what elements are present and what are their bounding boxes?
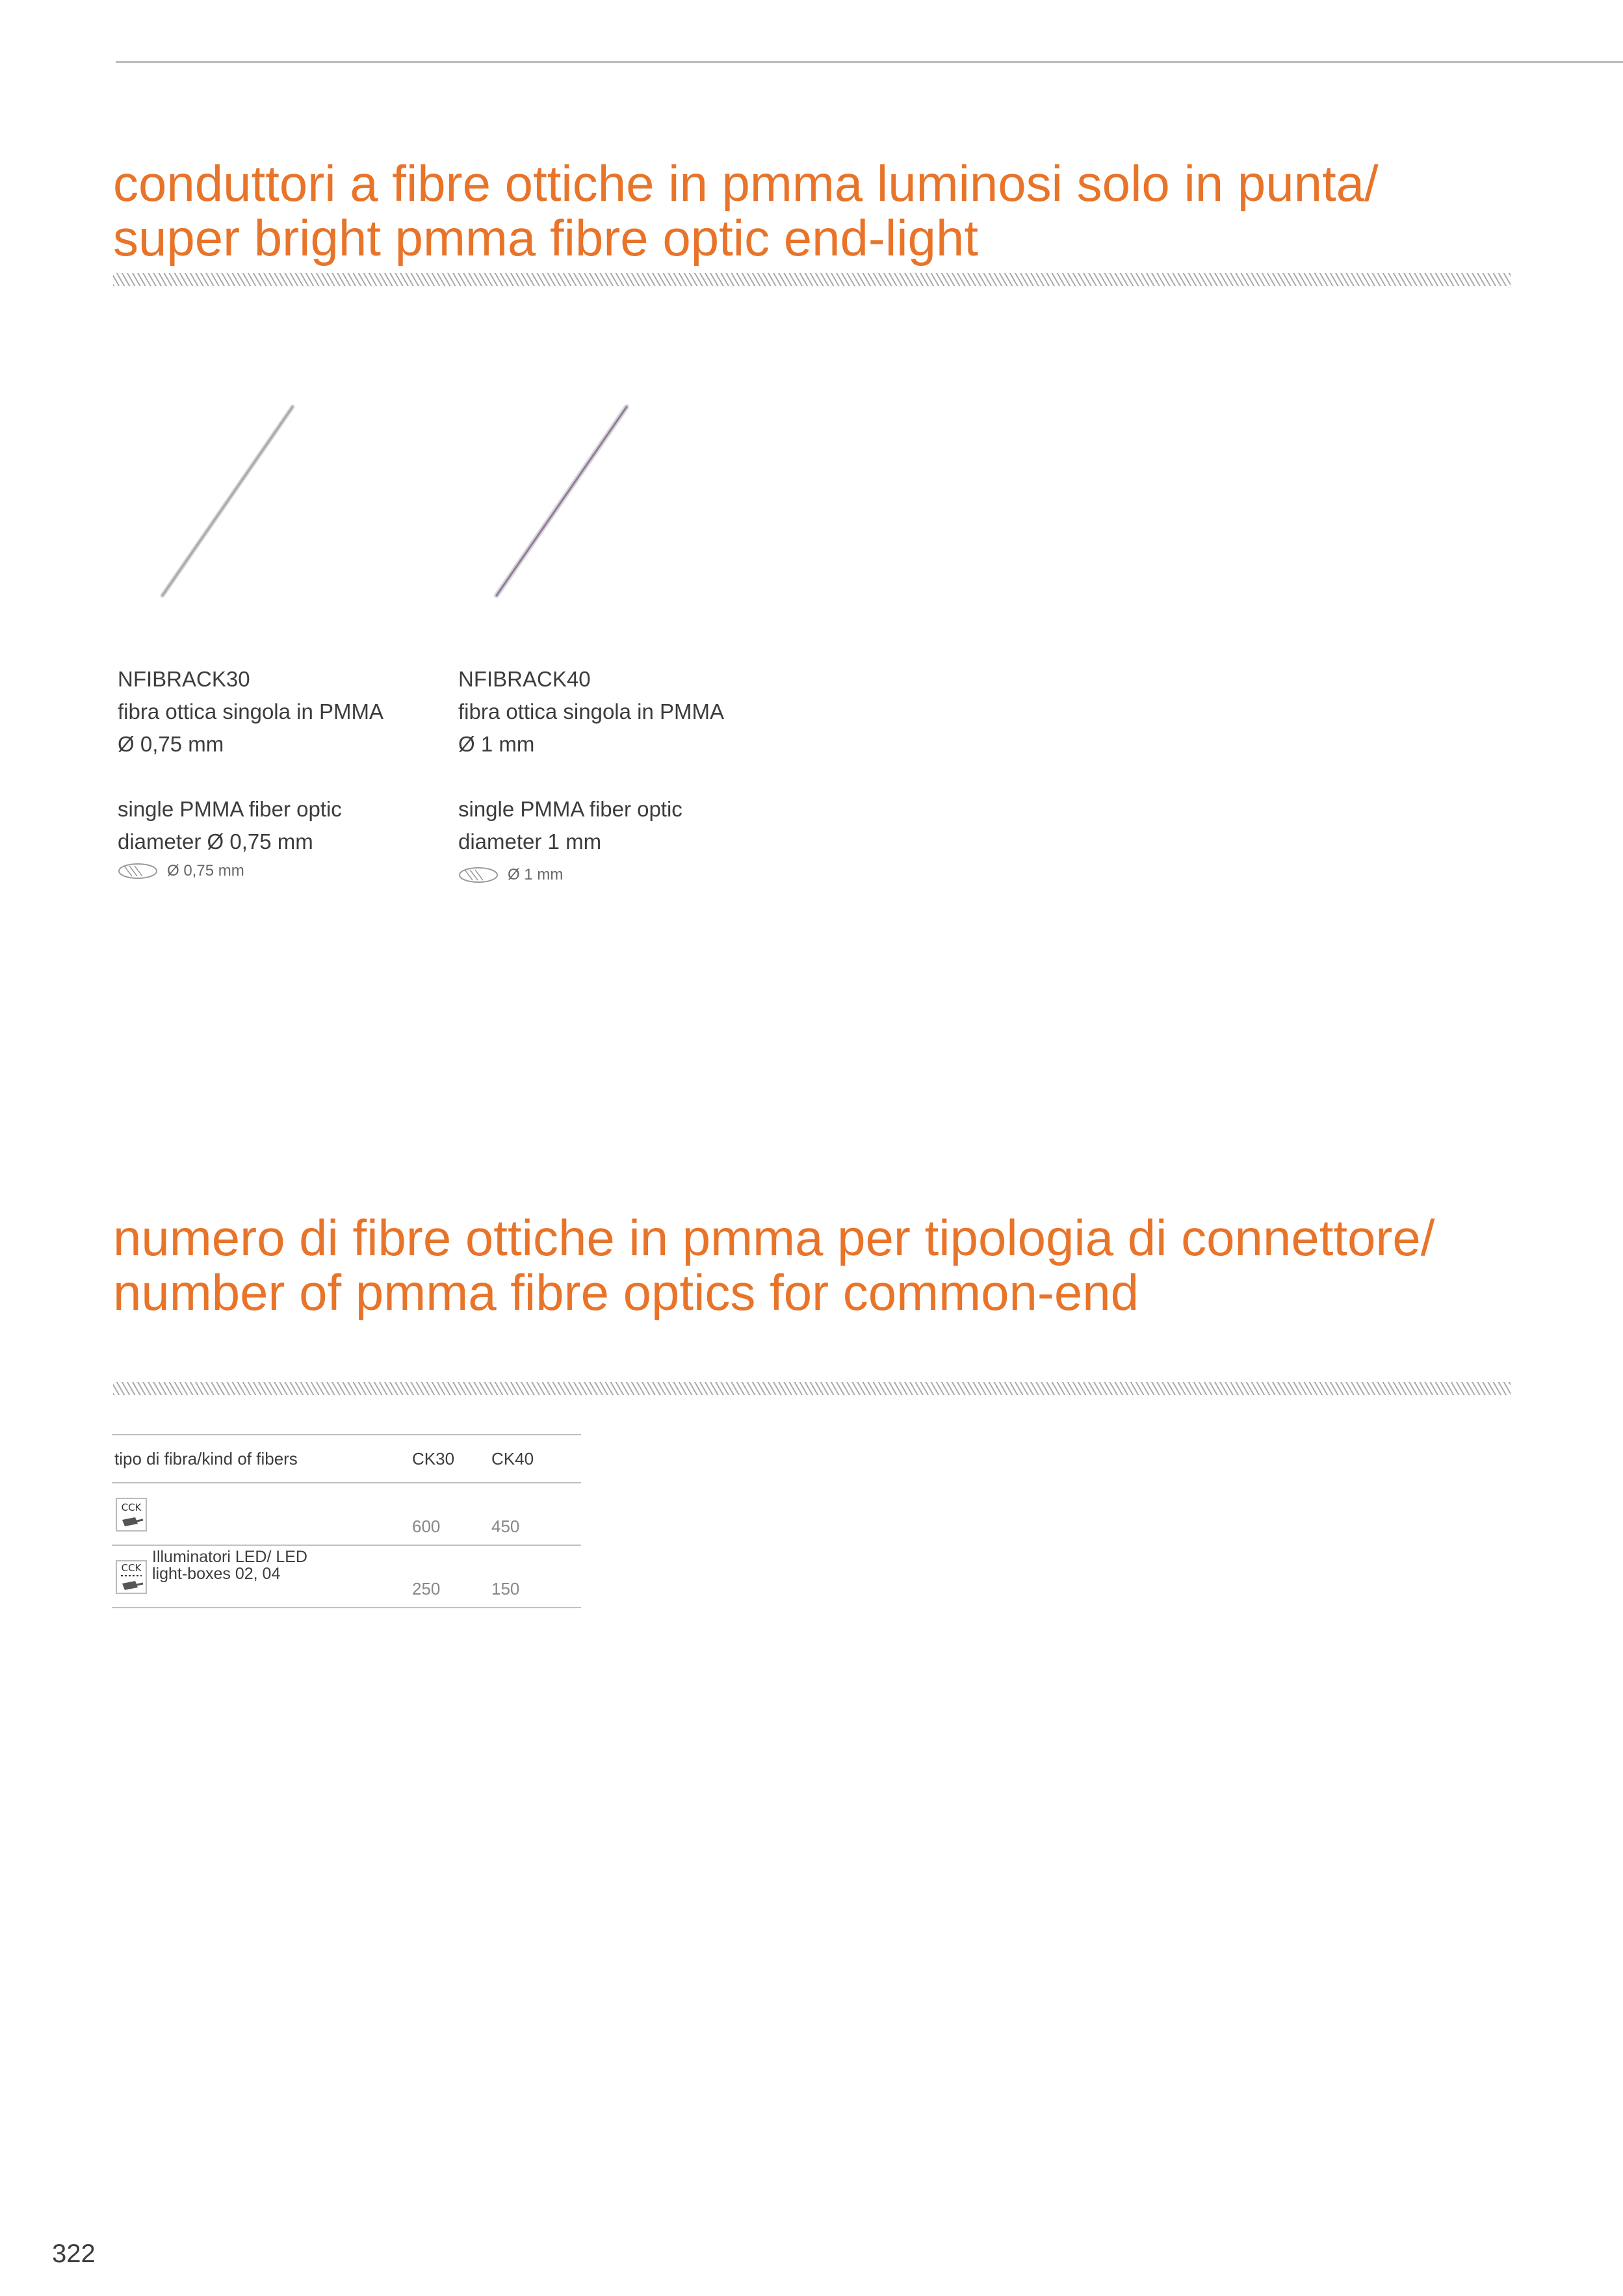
cell-ck40: 150 [491, 1579, 520, 1598]
fiber-cross-section-icon [118, 862, 158, 880]
cell-ck30: 600 [412, 1517, 441, 1536]
fiber-optic-image-nfibrack40 [482, 398, 651, 606]
fiber-optic-image-nfibrack30 [148, 398, 317, 606]
fiber-strand [497, 407, 627, 595]
fiber-diameter-note [458, 862, 764, 888]
fiber-diameter-label: Ø 0,75 mm [167, 862, 244, 880]
fiber-count-table [112, 1434, 581, 1608]
svg-text:CCK: CCK [121, 1502, 142, 1513]
product-diameter-it: Ø 1 mm [458, 732, 535, 756]
header-ck40: CK40 [491, 1448, 534, 1468]
table-row [112, 1483, 581, 1546]
product-desc-en: single PMMA fiber optic [458, 797, 682, 821]
cck-led-connector-icon [116, 1560, 147, 1594]
fiber-strand [162, 407, 292, 595]
product-code: NFIBRACK40 [458, 667, 591, 691]
product-desc-it: fibra ottica singola in PMMA [118, 699, 384, 724]
top-rule [116, 61, 1623, 63]
product-diameter-en: diameter Ø 0,75 mm [118, 829, 313, 854]
header-kind-of-fibers: tipo di fibra/kind of fibers [114, 1448, 298, 1468]
product-diameter-it: Ø 0,75 mm [118, 732, 224, 756]
product-nfibrack30 [118, 663, 423, 884]
cck-connector-icon [116, 1498, 147, 1532]
fiber-cross-section-icon [458, 866, 499, 884]
section-title-end-light: conduttori a fibre ottiche in pmma luminosi solo in punta/ super bright pmma fibre optic end-light [113, 155, 1379, 267]
product-nfibrack40 [458, 663, 764, 888]
fiber-diameter-label: Ø 1 mm [508, 866, 564, 883]
cell-ck30: 250 [412, 1579, 441, 1598]
table-header-row [112, 1435, 581, 1483]
row-label: Illuminatori LED/ LED light-boxes 02, 04 [152, 1548, 307, 1583]
product-desc-it: fibra ottica singola in PMMA [458, 699, 725, 724]
hatch-divider [113, 1382, 1511, 1395]
cell-ck40: 450 [491, 1517, 520, 1536]
svg-text:CCK: CCK [121, 1562, 142, 1574]
table-row [112, 1546, 581, 1608]
header-ck30: CK30 [412, 1448, 455, 1468]
product-code: NFIBRACK30 [118, 667, 250, 691]
product-diameter-en: diameter 1 mm [458, 829, 602, 854]
section-title-common-end: numero di fibre ottiche in pmma per tipologia di connettore/ number of pmma fibre optics for common-end [113, 1209, 1435, 1321]
page-number: 322 [52, 2239, 96, 2268]
fiber-diameter-note [118, 858, 423, 884]
hatch-divider [113, 273, 1511, 286]
product-desc-en: single PMMA fiber optic [118, 797, 342, 821]
